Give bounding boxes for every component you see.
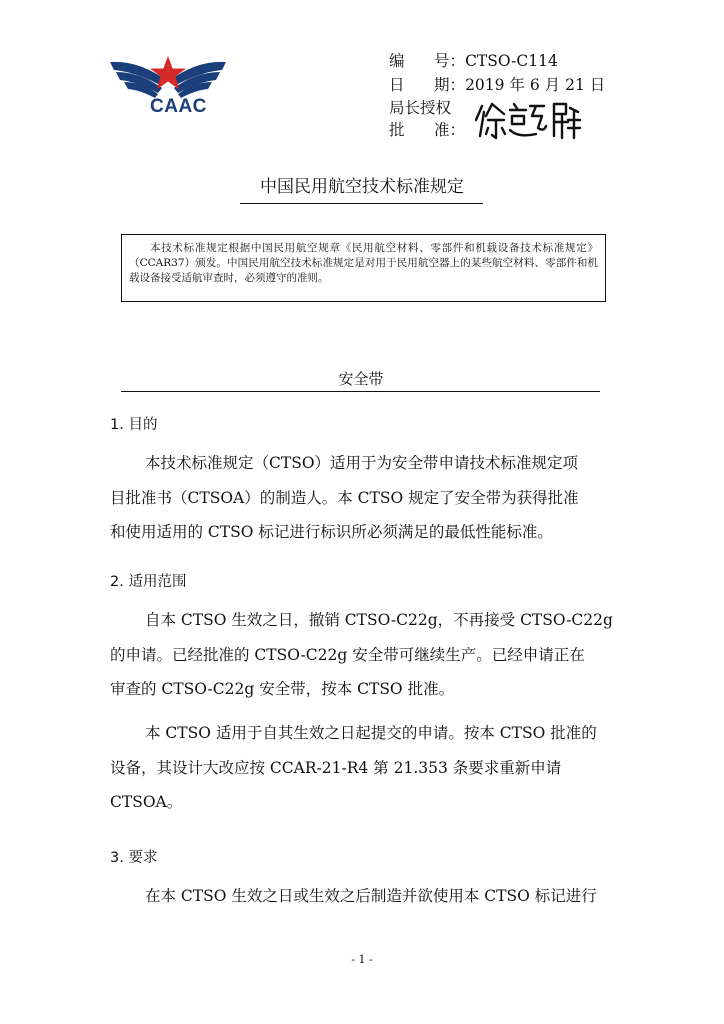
doc-number: 编 号：CTSO-C114 — [389, 52, 558, 70]
authorization-label: 局长授权 — [389, 99, 452, 117]
doc-date: 日 期：2019 年 6 月 21 日 — [389, 76, 606, 94]
approval-label: 批 准： — [389, 121, 466, 139]
paragraph-scope-1: 自本 CTSO 生效之日，撤销 CTSO-C22g，不再接受 CTSO-C22g 的申请。已经批准的 CTSO-C22g 安全带可继续生产。已经申请正在 审查的 CTSO-C22g 安全带，按本 CTSO 批准。 — [110, 611, 613, 698]
heading-requirements: 3. 要求 — [110, 850, 158, 866]
paragraph-purpose: 本技术标准规定（CTSO）适用于为安全带申请技术标准规定项 目批准书（CTSOA）的制造人。本 CTSO 规定了安全带为获得批准 和使用适用的 CTSO 标记进行标识所必须满足的最低性能标准。 — [110, 454, 579, 541]
paragraph-scope-2: 本 CTSO 适用于自其生效之日起提交的申请。按本 CTSO 批准的 设备，其设计大改应按 CCAR-21-R4 第 21.353 条要求重新申请 CTSOA。 — [110, 724, 597, 811]
section-title: 安全带 — [338, 370, 384, 388]
handwritten-signature — [474, 98, 584, 142]
notice-box: 本技术标准规定根据中国民用航空规章《民用航空材料、零部件和机载设备技术标准规定》（CCAR37）颁发。中国民用航空技术标准规定是对用于民用航空器上的某些航空材料、零部件和机载设备接受适航审查时，必须遵守的准则。 — [121, 234, 606, 302]
heading-scope: 2. 适用范围 — [110, 574, 187, 590]
logo-text: CAAC — [150, 96, 207, 117]
document-title: 中国民用航空技术标准规定 — [260, 177, 464, 197]
title-divider — [240, 203, 483, 204]
heading-purpose: 1. 目的 — [110, 417, 158, 433]
paragraph-requirements: 在本 CTSO 生效之日或生效之后制造并欲使用本 CTSO 标记进行 — [145, 887, 597, 905]
page-number: - 1 - — [351, 953, 373, 966]
section-divider — [121, 391, 600, 392]
